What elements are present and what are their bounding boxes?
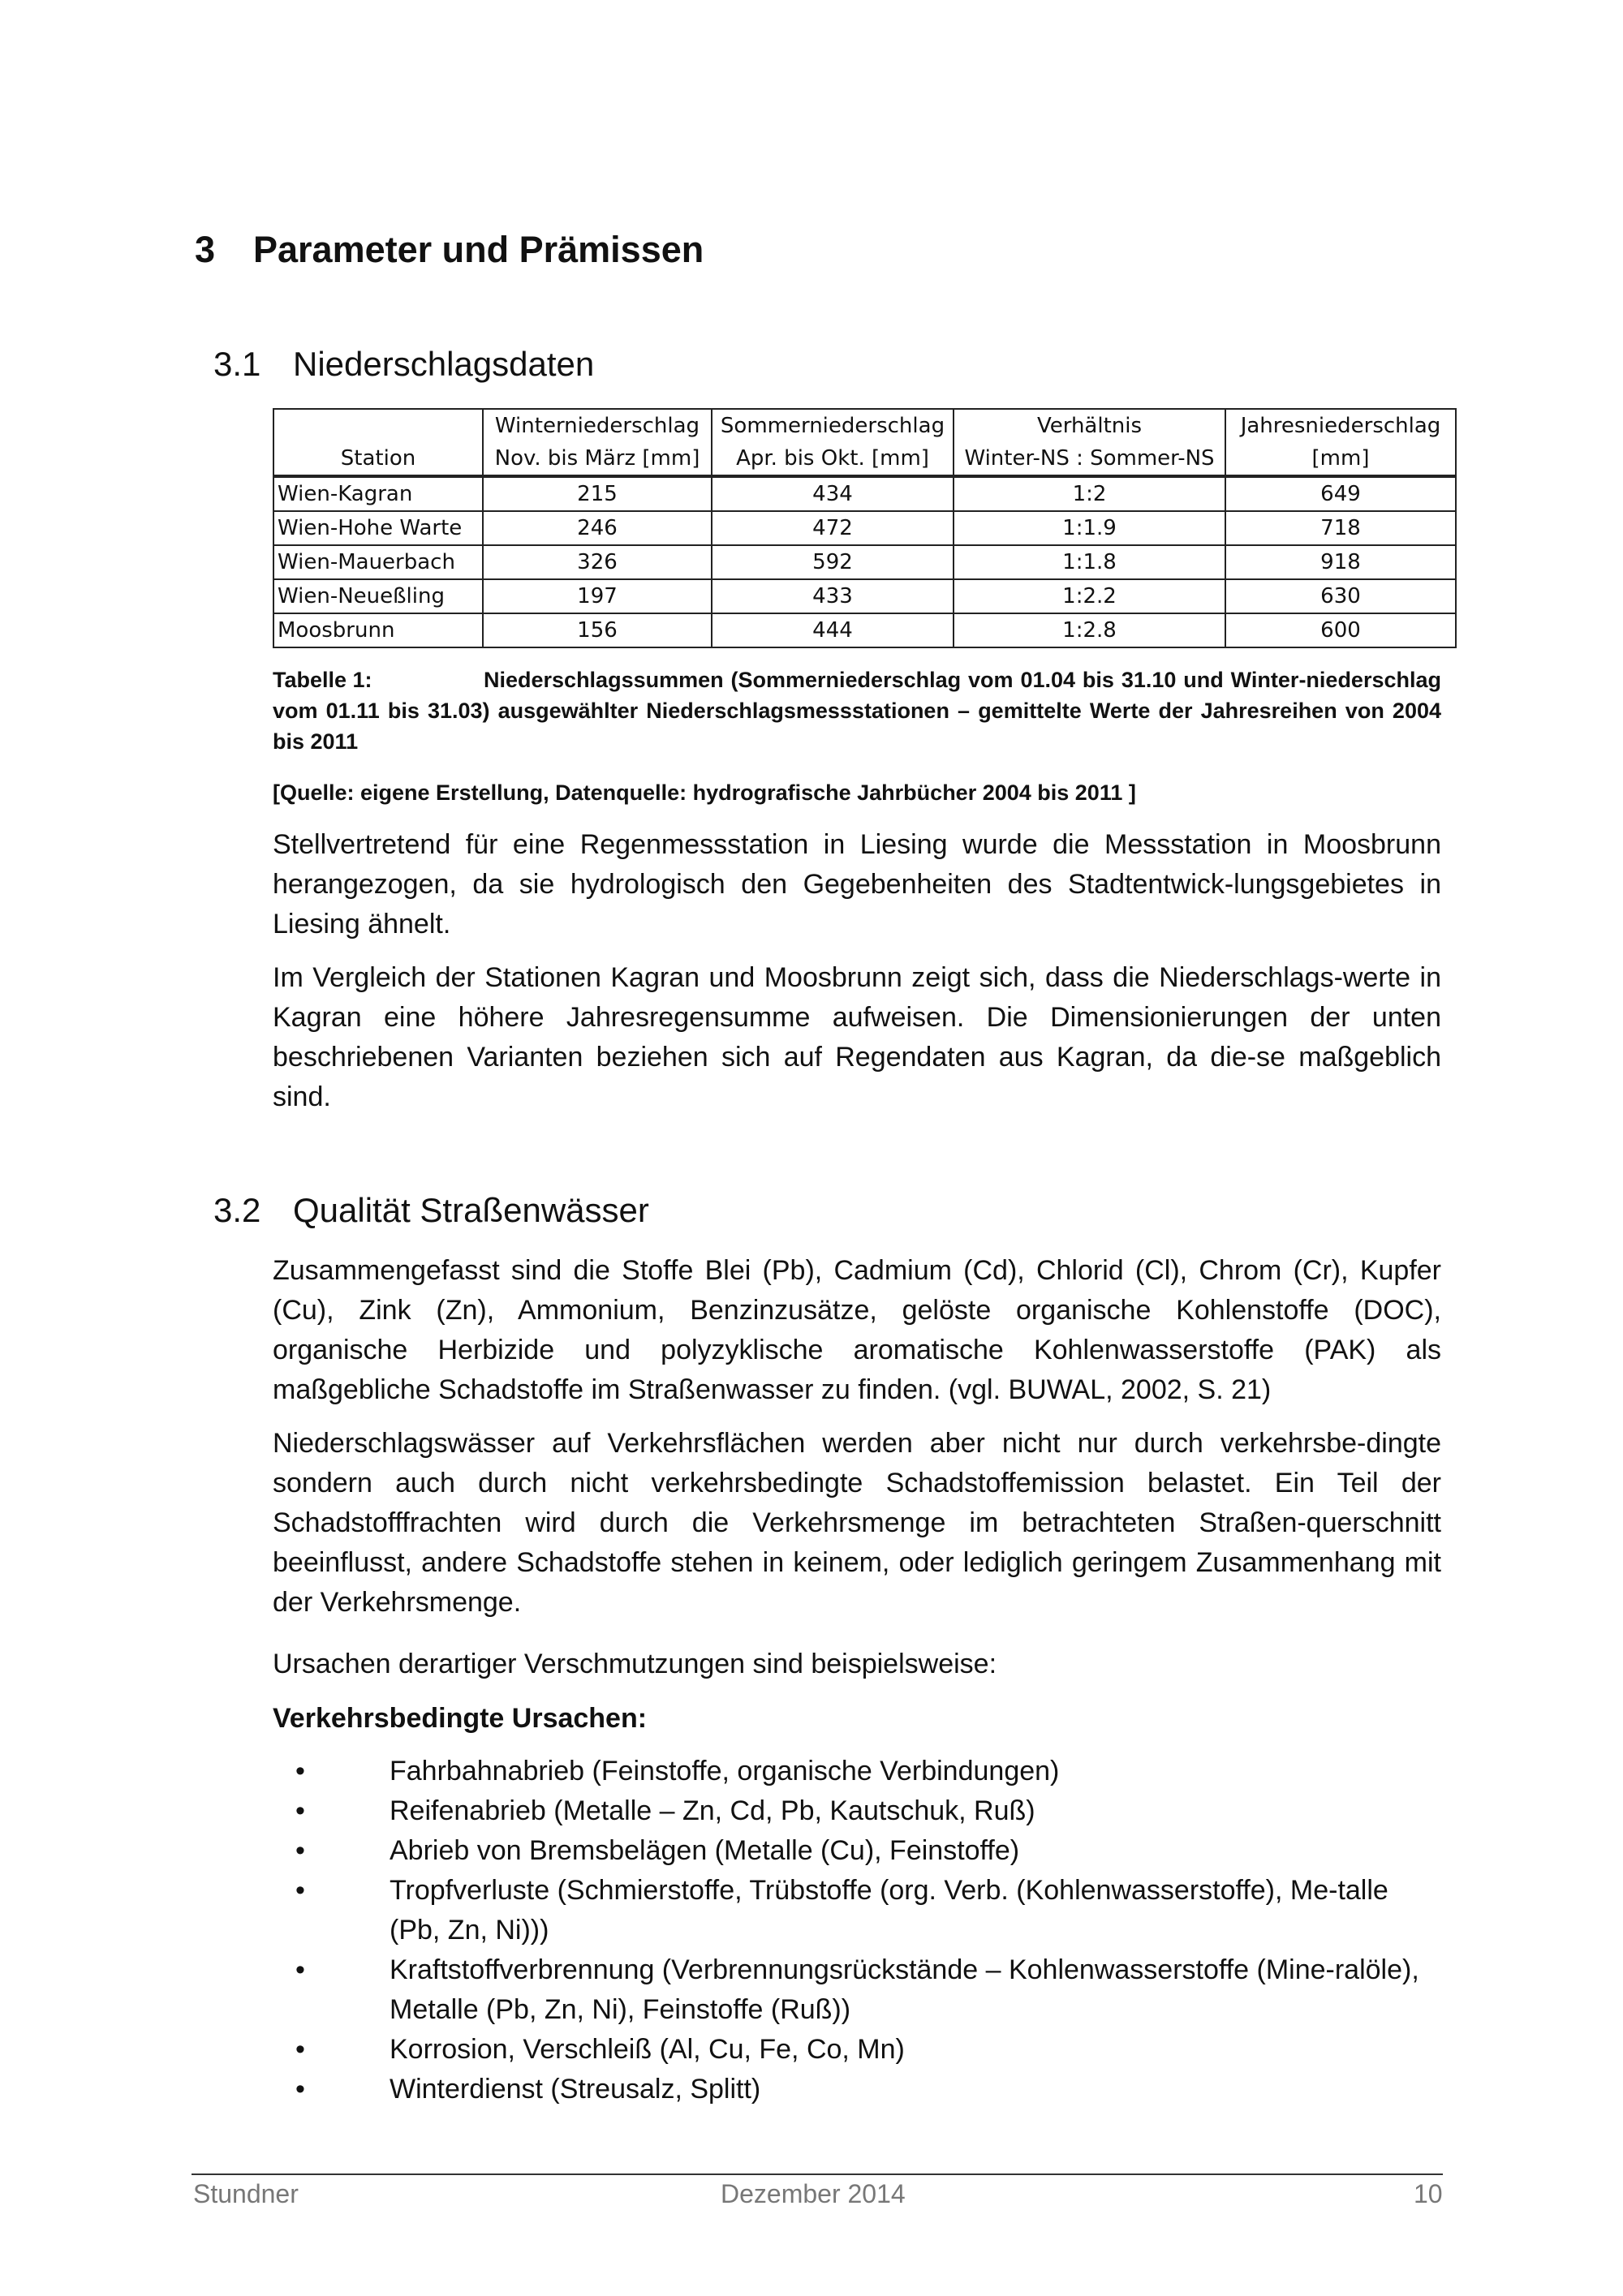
table-header-row [273, 409, 1456, 476]
paragraph: Im Vergleich der Stationen Kagran und Moosbrunn zeigt sich, dass die Niederschlags-werte in Kagran eine höhere Jahresregensumme aufweisen. Die Dimensionierungen der unten beschriebenen Varianten beziehen sich auf Regendaten aus Kagran, da die-se maßgeblich sind. [273, 962, 1441, 1112]
list-item [273, 1752, 1441, 1791]
list-item [273, 1950, 1441, 2030]
value-cell: 918 [1225, 545, 1456, 579]
value-cell: 215 [483, 476, 712, 511]
value-cell: 1:2 [954, 476, 1225, 511]
value-cell: 1:2.2 [954, 579, 1225, 613]
header-station: Station [273, 409, 483, 476]
precipitation-table [273, 408, 1457, 648]
station-cell: Wien-Hohe Warte [273, 511, 483, 545]
paragraph: Stellvertretend für eine Regenmessstation in Liesing wurde die Messstation in Moosbrunn herangezogen, da sie hydrologisch den Gegebenheiten des Stadtentwick-lungsgebietes in Liesing ähnelt. [273, 829, 1441, 939]
table-row [273, 579, 1456, 613]
header-winter: Winterniederschlag Nov. bis März [mm] [483, 409, 712, 476]
bullet-icon: • [295, 1835, 305, 1866]
value-cell: 197 [483, 579, 712, 613]
station-cell: Wien-Neueßling [273, 579, 483, 613]
list-item-text: Korrosion, Verschleiß (Al, Cu, Fe, Co, Mn) [390, 2034, 905, 2065]
chapter-heading: 3 Parameter und Prämissen [195, 229, 704, 270]
value-cell: 1:2.8 [954, 613, 1225, 647]
value-cell: 600 [1225, 613, 1456, 647]
list-item-text: Fahrbahnabrieb (Feinstoffe, organische Verbindungen) [390, 1756, 1060, 1786]
footer-date: Dezember 2014 [721, 2179, 906, 2208]
value-cell: 434 [712, 476, 954, 511]
bullet-icon: • [295, 2074, 305, 2105]
value-cell: 156 [483, 613, 712, 647]
footer-divider [192, 2173, 1443, 2175]
value-cell: 326 [483, 545, 712, 579]
list-item-text: Tropfverluste (Schmierstoffe, Trübstoffe (org. Verb. (Kohlenwasserstoffe), Me-talle (Pb, Zn, Ni))) [390, 1875, 1388, 1946]
footer-page-number: 10 [1414, 2179, 1443, 2208]
footer-author: Stundner [193, 2179, 299, 2208]
bullet-icon: • [295, 1875, 305, 1906]
list-item [273, 2070, 1441, 2109]
table-caption: Tabelle 1: Niederschlagssummen (Sommerniederschlag vom 01.04 bis 31.10 und Winter-niederschlag vom 01.11 bis 31.03) ausgewählter Niederschlagsmessstationen – gemittelte Werte der Jahresreihen von 2004 bis 2011 [273, 668, 1441, 754]
header-annual: Jahresniederschlag [mm] [1225, 409, 1456, 476]
table-row [273, 511, 1456, 545]
station-cell: Moosbrunn [273, 613, 483, 647]
value-cell: 246 [483, 511, 712, 545]
station-cell: Wien-Kagran [273, 476, 483, 511]
value-cell: 649 [1225, 476, 1456, 511]
list-item-text: Kraftstoffverbrennung (Verbrennungsrückstände – Kohlenwasserstoffe (Mine-ralöle), Metalle (Pb, Zn, Ni), Feinstoffe (Ruß)) [390, 1954, 1419, 2025]
list-item [273, 1831, 1441, 1871]
list-item [273, 1791, 1441, 1831]
value-cell: 444 [712, 613, 954, 647]
station-cell: Wien-Mauerbach [273, 545, 483, 579]
section-heading-3-2: 3.2 Qualität Straßenwässer [213, 1191, 649, 1229]
value-cell: 592 [712, 545, 954, 579]
bullet-icon: • [295, 2034, 305, 2065]
list-item [273, 1871, 1441, 1950]
header-ratio: Verhältnis Winter-NS : Sommer-NS [954, 409, 1225, 476]
bullet-icon: • [295, 1756, 305, 1786]
paragraph: Ursachen derartiger Verschmutzungen sind beispielsweise: [273, 1649, 997, 1679]
list-item-text: Abrieb von Bremsbelägen (Metalle (Cu), Feinstoffe) [390, 1835, 1020, 1866]
value-cell: 472 [712, 511, 954, 545]
paragraph: Niederschlagswässer auf Verkehrsflächen werden aber nicht nur durch verkehrsbe-dingte sondern auch durch nicht verkehrsbedingte Schadstoffemission belastet. Ein Teil der Schadstofffrachten wird durch die Verkehrsmenge im betrachteten Straßen-querschnitt beeinflusst, andere Schadstoffe stehen in keinem, oder lediglich geringem Zusammenhang mit der Verkehrsmenge. [273, 1428, 1441, 1618]
bullet-icon: • [295, 1954, 305, 1985]
header-summer: Sommerniederschlag Apr. bis Okt. [mm] [712, 409, 954, 476]
value-cell: 433 [712, 579, 954, 613]
subheading: Verkehrsbedingte Ursachen: [273, 1703, 648, 1734]
paragraph: Zusammengefasst sind die Stoffe Blei (Pb), Cadmium (Cd), Chlorid (Cl), Chrom (Cr), Kupfer (Cu), Zink (Zn), Ammonium, Benzinzusätze, gelöste organische Kohlenstoffe (DOC), organische Herbizide und polyzyklische aromatische Kohlenwasserstoffe (PAK) als maßgebliche Schadstoffe im Straßenwasser zu finden. (vgl. BUWAL, 2002, S. 21) [273, 1255, 1441, 1405]
value-cell: 1:1.9 [954, 511, 1225, 545]
table-row [273, 545, 1456, 579]
table-row [273, 476, 1456, 511]
value-cell: 718 [1225, 511, 1456, 545]
section-heading-3-1: 3.1 Niederschlagsdaten [213, 345, 595, 383]
value-cell: 630 [1225, 579, 1456, 613]
value-cell: 1:1.8 [954, 545, 1225, 579]
list-item [273, 2030, 1441, 2070]
cause-list [273, 1752, 1441, 2109]
bullet-icon: • [295, 1795, 305, 1826]
table-row [273, 613, 1456, 647]
table-source: [Quelle: eigene Erstellung, Datenquelle: hydrografische Jahrbücher 2004 bis 2011 ] [273, 780, 1136, 805]
list-item-text: Reifenabrieb (Metalle – Zn, Cd, Pb, Kautschuk, Ruß) [390, 1795, 1035, 1826]
list-item-text: Winterdienst (Streusalz, Splitt) [390, 2074, 761, 2105]
